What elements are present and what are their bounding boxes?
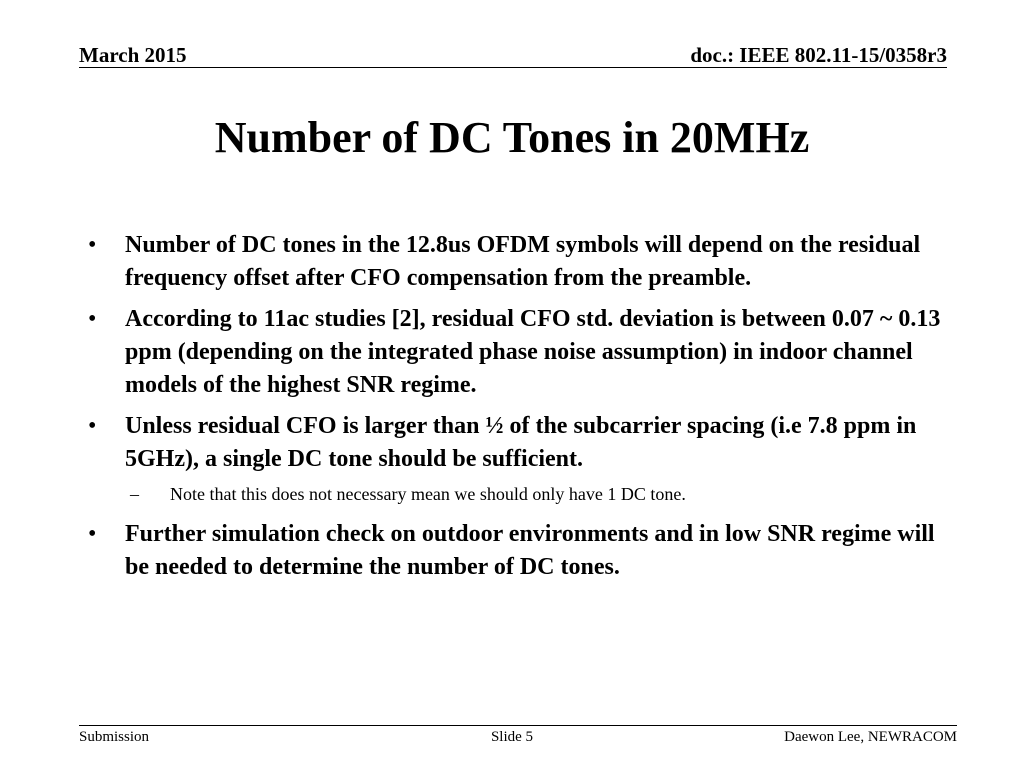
sub-bullet-item: [88, 482, 948, 506]
bullet-item: [88, 303, 948, 402]
bullet-list: [88, 229, 948, 592]
bullet-text: According to 11ac studies [2], residual CFO std. deviation is between 0.07 ~ 0.13 ppm (depending on the integrated phase noise assumption) in indoor channel models of the highest SNR regime.: [125, 306, 941, 398]
bullet-item: [88, 410, 948, 476]
sub-bullet-text: Note that this does not necessary mean we should only have 1 DC tone.: [170, 484, 686, 504]
bullet-text: Unless residual CFO is larger than ½ of the subcarrier spacing (i.e 7.8 ppm in 5GHz), a single DC tone should be sufficient.: [125, 413, 917, 472]
header-date: March 2015: [79, 43, 187, 67]
footer-rule: [79, 725, 957, 726]
footer-author: Daewon Lee, NEWRACOM: [784, 729, 957, 745]
bullet-marker: •: [88, 413, 97, 439]
bullet-text: Further simulation check on outdoor environments and in low SNR regime will be needed to determine the number of DC tones.: [125, 521, 935, 580]
header-doc-id: doc.: IEEE 802.11-15/0358r3: [690, 43, 947, 67]
bullet-marker: •: [88, 521, 97, 547]
footer-submission: Submission: [79, 729, 150, 745]
bullet-text: Number of DC tones in the 12.8us OFDM symbols will depend on the residual frequency offset after CFO compensation from the preamble.: [125, 232, 921, 291]
bullet-item: [88, 229, 948, 295]
slide-title: Number of DC Tones in 20MHz: [214, 113, 810, 162]
bullet-marker: •: [88, 306, 97, 332]
sub-bullet-marker: –: [130, 484, 139, 504]
bullet-item: [88, 518, 948, 584]
footer-slide-number: Slide 5: [490, 729, 534, 745]
bullet-marker: •: [88, 232, 97, 258]
header-rule: [79, 67, 947, 68]
